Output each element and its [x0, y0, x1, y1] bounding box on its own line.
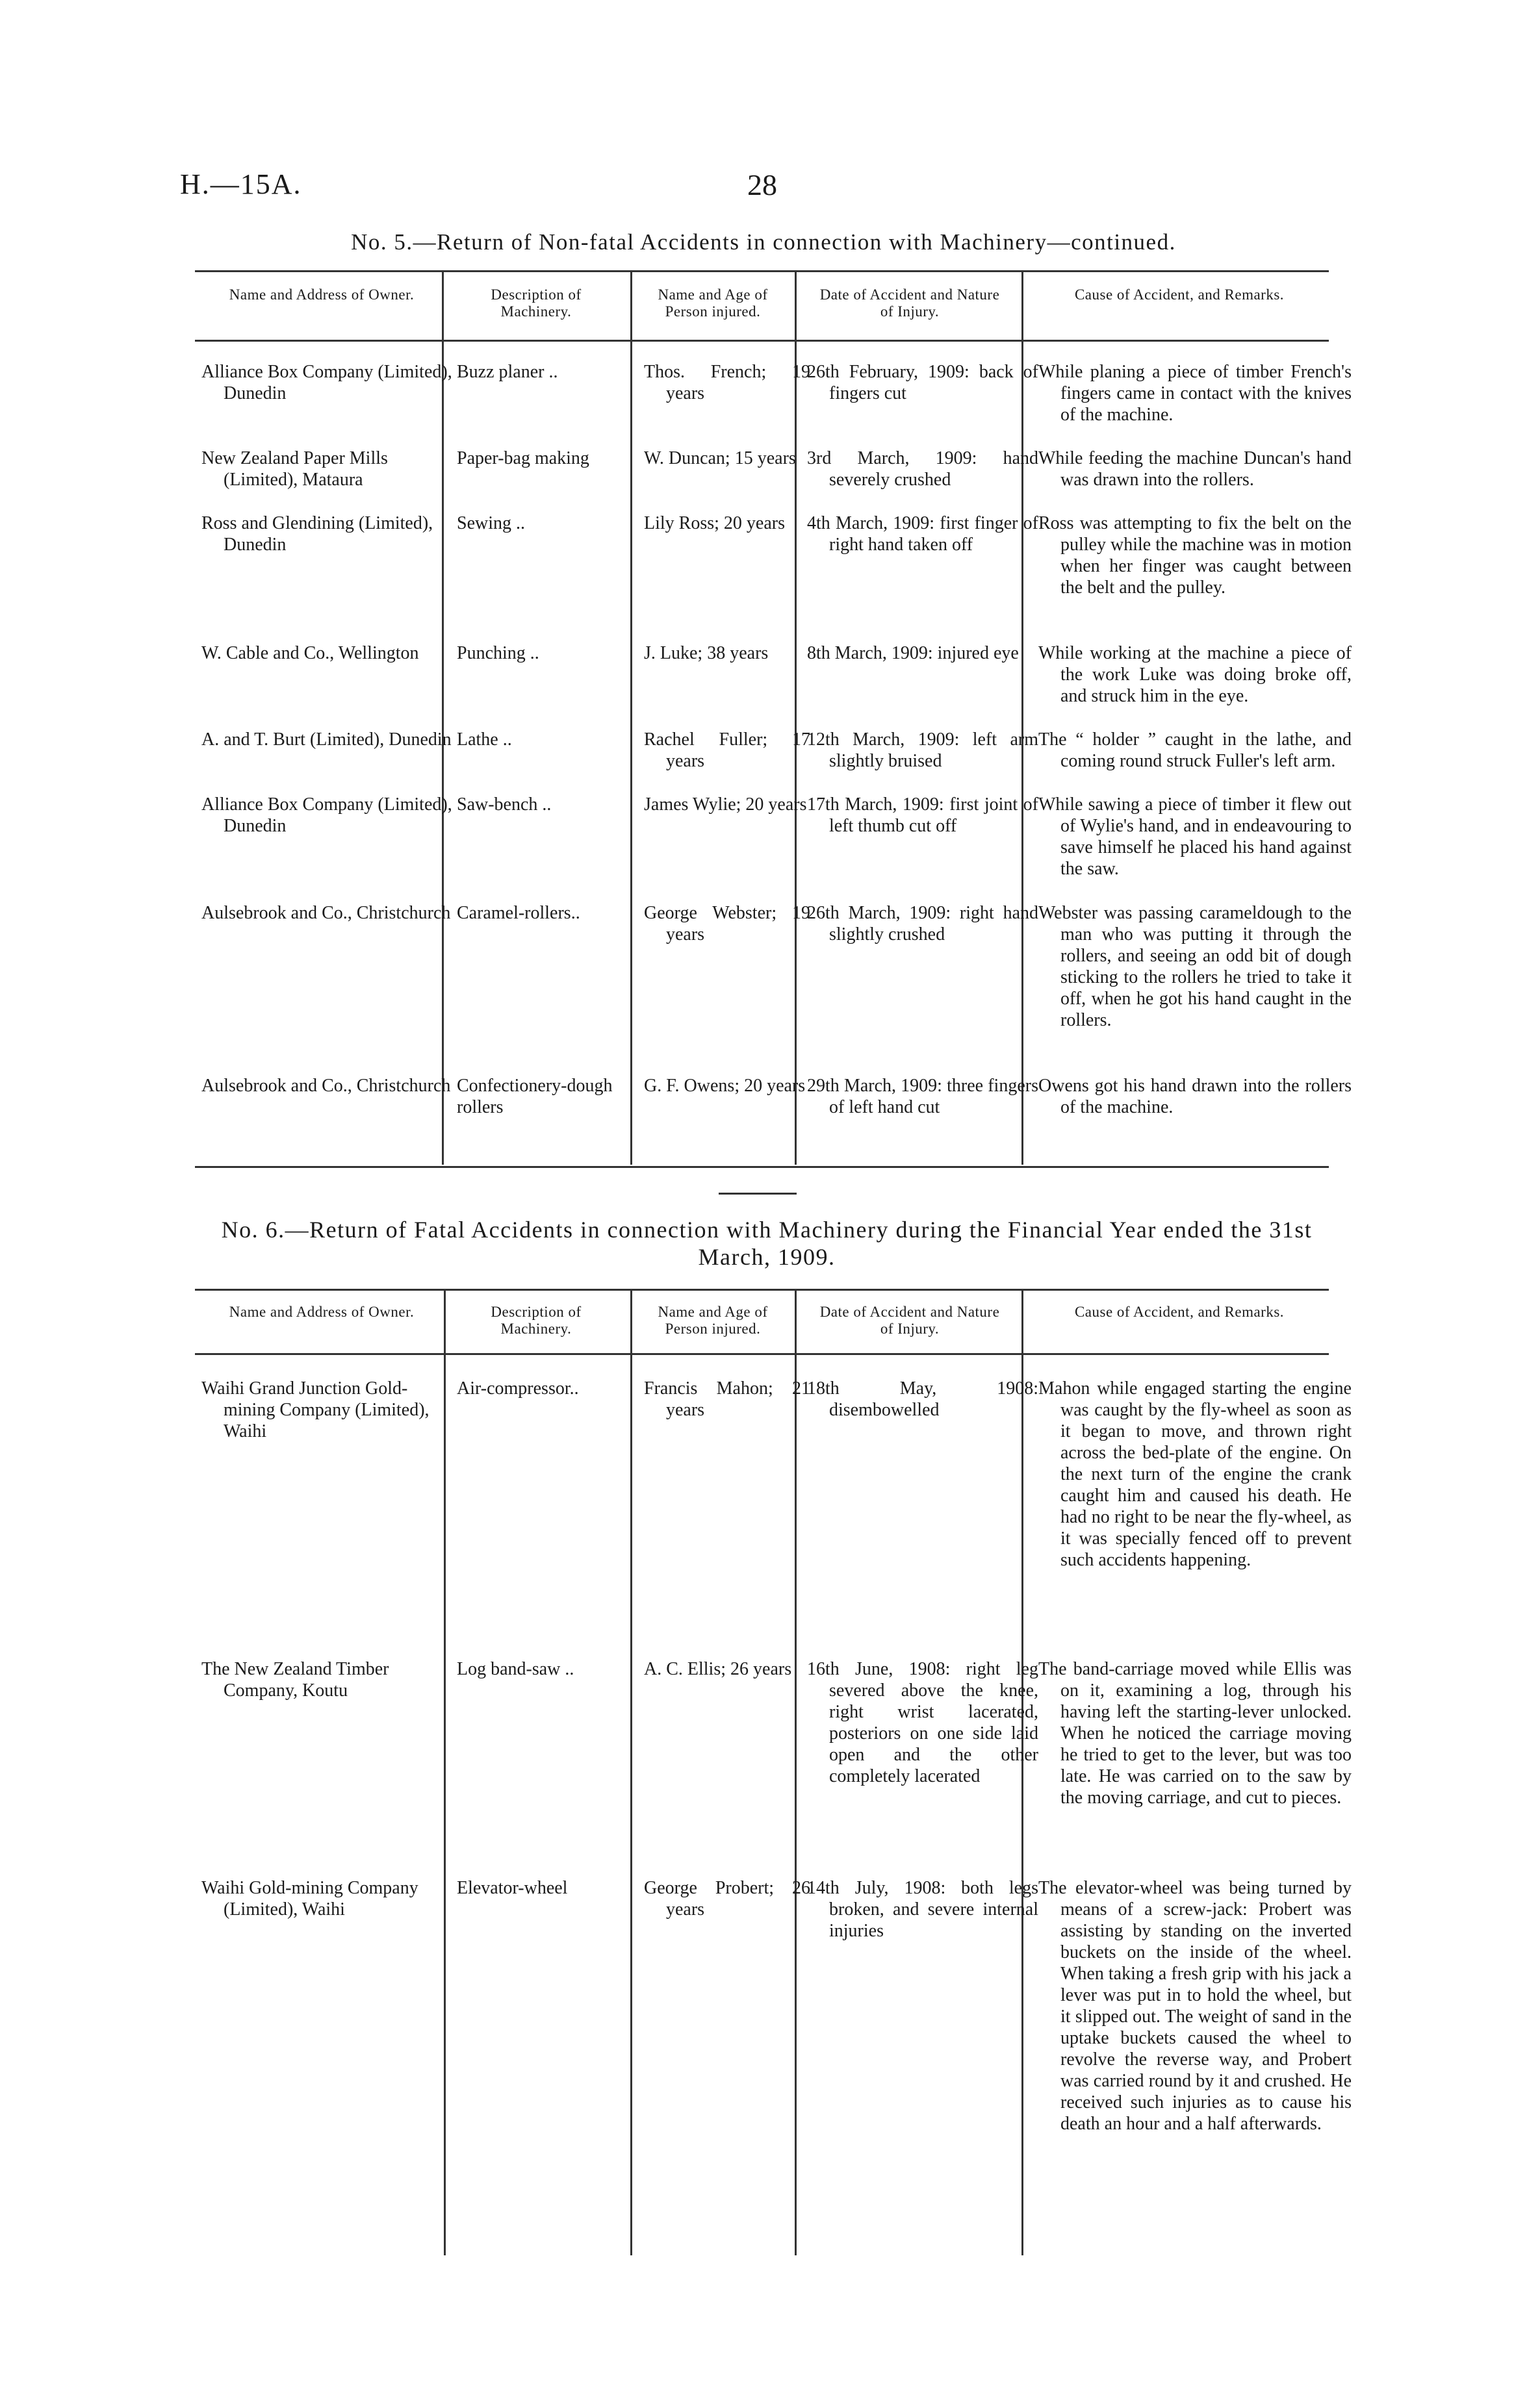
table5-header-machinery: Description of Machinery.	[491, 286, 582, 320]
machinery-cell: Saw-bench ..	[457, 794, 552, 815]
table6-header-date: Date of Accident and Nature of Injury.	[819, 1304, 1000, 1337]
page-number: 28	[747, 168, 777, 201]
section-separator	[719, 1193, 797, 1195]
owner-cell: Waihi Grand Junction Gold-mining Company (Limited), Waihi	[201, 1378, 430, 1441]
table6-header-machinery: Description of Machinery.	[491, 1304, 582, 1337]
table5-col-divider-1	[442, 272, 444, 1165]
table5-col-divider-3	[795, 272, 797, 1165]
person-cell: J. Luke; 38 years	[644, 643, 769, 663]
machinery-cell: Caramel-rollers..	[457, 903, 580, 923]
owner-cell: The New Zealand Timber Company, Koutu	[201, 1659, 389, 1701]
cause-remarks-cell: Mahon while engaged starting the engine was caught by the fly-wheel as soon as it began to move, and thrown right across the bed-plate of the engine. On the next turn of the engine the crank caught him and caused his death. He had no right to be near the fly-wheel, as it was specially fenced off to prevent such accidents happening.	[1038, 1378, 1352, 1570]
table6-header-cause: Cause of Accident, and Remarks.	[1074, 1304, 1285, 1320]
person-cell: Lily Ross; 20 years	[644, 513, 785, 533]
date-injury-cell: 26th March, 1909: right hand slightly crushed	[807, 903, 1038, 944]
table5-header-rule	[195, 340, 1329, 342]
table5-title: No. 5.—Return of Non-fatal Accidents in connection with Machinery—continued.	[351, 229, 1176, 255]
table5-header-cause: Cause of Accident, and Remarks.	[1074, 286, 1285, 303]
cause-remarks-cell: While planing a piece of timber French's fingers came in contact with the knives of the machine.	[1038, 362, 1352, 425]
owner-cell: Alliance Box Company (Limited), Dunedin	[201, 794, 452, 836]
cause-remarks-cell: Owens got his hand drawn into the rollers of the machine.	[1038, 1076, 1352, 1117]
table6-header-owner: Name and Address of Owner.	[229, 1304, 415, 1320]
machinery-cell: Confectionery-dough rollers	[457, 1076, 613, 1117]
machinery-cell: Lathe ..	[457, 729, 512, 750]
date-injury-cell: 16th June, 1908: right leg severed above the knee, right wrist lacerated, posteriors on one side laid open and the other completely lacerated	[807, 1659, 1038, 1786]
person-cell: Rachel Fuller; 17 years	[644, 729, 810, 771]
date-injury-cell: 4th March, 1909: first finger of right hand taken off	[807, 513, 1038, 555]
report-reference: H.—15A.	[180, 168, 302, 200]
date-injury-cell: 17th March, 1909: first joint of left thumb cut off	[807, 794, 1038, 836]
table6-col-divider-2	[630, 1290, 632, 2255]
table5-header-person: Name and Age of Person injured.	[658, 286, 768, 320]
person-cell: W. Duncan; 15 years	[644, 448, 796, 468]
person-cell: George Webster; 19 years	[644, 903, 810, 944]
date-injury-cell: 14th July, 1908: both legs broken, and severe internal injuries	[807, 1878, 1038, 1941]
table5-top-rule	[195, 270, 1329, 272]
table5-col-divider-2	[630, 272, 632, 1165]
owner-cell: Waihi Gold-mining Company (Limited), Waihi	[201, 1878, 418, 1920]
date-injury-cell: 18th May, 1908: disembowelled	[807, 1378, 1038, 1420]
cause-remarks-cell: While sawing a piece of timber it flew out of Wylie's hand, and in endeavouring to save himself he placed his hand against the saw.	[1038, 794, 1352, 879]
cause-remarks-cell: The elevator-wheel was being turned by means of a screw-jack: Probert was assisting by standing on the inverted buckets on the inside of the wheel. When taking a fresh grip with his jack a lever was put in to hold the wheel, but it slipped out. The weight of sand in the uptake buckets caused the wheel to revolve the reverse way, and Probert was carried round by it and crushed. He received such injuries as to cause his death an hour and a half afterwards.	[1038, 1878, 1352, 2134]
person-cell: George Probert; 26 years	[644, 1878, 810, 1920]
table6-header-person: Name and Age of Person injured.	[658, 1304, 768, 1337]
owner-cell: Aulsebrook and Co., Christchurch	[201, 1076, 451, 1096]
table6-top-rule	[195, 1289, 1329, 1291]
table5-col-divider-4	[1021, 272, 1023, 1165]
owner-cell: Ross and Glendining (Limited), Dunedin	[201, 513, 433, 555]
owner-cell: New Zealand Paper Mills (Limited), Mataura	[201, 448, 388, 490]
machinery-cell: Punching ..	[457, 643, 539, 663]
cause-remarks-cell: Webster was passing carameldough to the man who was putting it through the rollers, and seeing an odd bit of dough sticking to the rollers he tried to take it off, when he got his hand caught in the rollers.	[1038, 903, 1352, 1030]
cause-remarks-cell: The band-carriage moved while Ellis was on it, examining a log, through his having left the starting-lever unlocked. When he noticed the carriage moving he tried to get to the lever, but was too late. He was carried on to the saw by the moving carriage, and cut to pieces.	[1038, 1659, 1352, 1808]
person-cell: James Wylie; 20 years	[644, 794, 807, 815]
machinery-cell: Air-compressor..	[457, 1378, 579, 1399]
person-cell: G. F. Owens; 20 years	[644, 1076, 806, 1096]
table6-header-rule	[195, 1353, 1329, 1355]
owner-cell: A. and T. Burt (Limited), Dunedin	[201, 729, 452, 750]
cause-remarks-cell: While feeding the machine Duncan's hand was drawn into the rollers.	[1038, 448, 1352, 490]
person-cell: Francis Mahon; 21 years	[644, 1378, 810, 1420]
table5-bottom-rule	[195, 1166, 1329, 1168]
owner-cell: Alliance Box Company (Limited), Dunedin	[201, 362, 452, 403]
cause-remarks-cell: Ross was attempting to fix the belt on the pulley while the machine was in motion when her finger was caught between the belt and the pulley.	[1038, 513, 1352, 598]
date-injury-cell: 29th March, 1909: three fingers of left hand cut	[807, 1076, 1038, 1117]
owner-cell: Aulsebrook and Co., Christchurch	[201, 903, 451, 923]
table5-header-owner: Name and Address of Owner.	[229, 286, 415, 303]
date-injury-cell: 3rd March, 1909: hand severely crushed	[807, 448, 1038, 490]
running-header	[0, 168, 1527, 207]
person-cell: Thos. French; 19 years	[644, 362, 810, 403]
machinery-cell: Paper-bag making	[457, 448, 589, 468]
machinery-cell: Sewing ..	[457, 513, 525, 533]
date-injury-cell: 12th March, 1909: left arm slightly bruised	[807, 729, 1038, 771]
date-injury-cell: 8th March, 1909: injured eye	[807, 643, 1019, 663]
cause-remarks-cell: The “ holder ” caught in the lathe, and coming round struck Fuller's left arm.	[1038, 729, 1352, 771]
date-injury-cell: 26th February, 1909: back of fingers cut	[807, 362, 1038, 403]
machinery-cell: Log band-saw ..	[457, 1659, 574, 1679]
owner-cell: W. Cable and Co., Wellington	[201, 643, 419, 663]
cause-remarks-cell: While working at the machine a piece of the work Luke was doing broke off, and struck him in the eye.	[1038, 643, 1352, 706]
table5-header-date: Date of Accident and Nature of Injury.	[819, 286, 1000, 320]
table6-title: No. 6.—Return of Fatal Accidents in connection with Machinery during the Financial Year ended the 31st March, 1909.	[221, 1217, 1313, 1270]
machinery-cell: Elevator-wheel	[457, 1878, 568, 1898]
table6-col-divider-3	[795, 1290, 797, 2255]
person-cell: A. C. Ellis; 26 years	[644, 1659, 792, 1679]
machinery-cell: Buzz planer ..	[457, 362, 558, 382]
